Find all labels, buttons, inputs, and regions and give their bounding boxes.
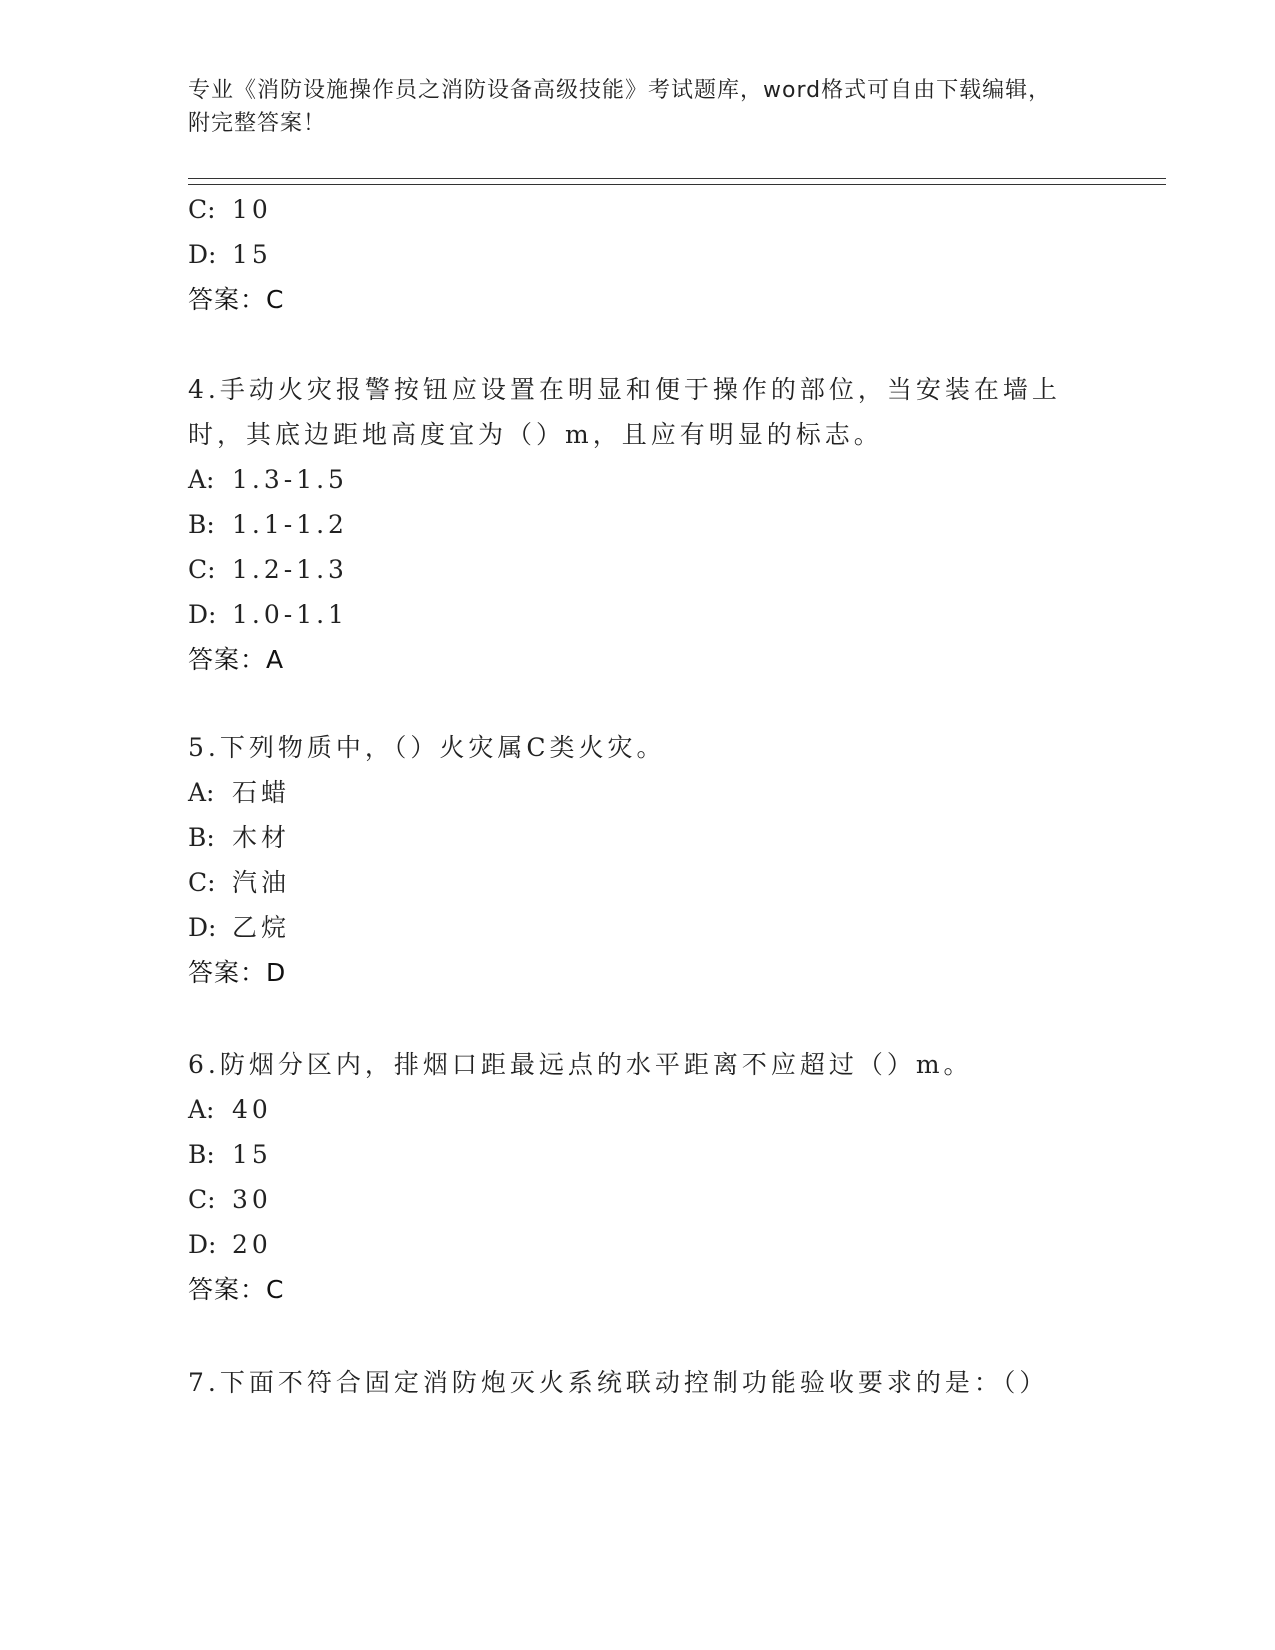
option-text: 1.2-1.3	[232, 555, 348, 584]
q5-stem: 5.下列物质中，（）火灾属C类火灾。	[188, 733, 666, 762]
document-header: 专业《消防设施操作员之消防设备高级技能》考试题库，word格式可自由下载编辑，附完整答案！	[188, 78, 1052, 136]
q6-stem: 6.防烟分区内，排烟口距最远点的水平距离不应超过（）m。	[188, 1050, 973, 1079]
option-text: 1.3-1.5	[232, 465, 348, 494]
option-key: C:	[188, 555, 216, 584]
q5-option-b	[188, 823, 290, 853]
q4-option-d	[188, 600, 348, 630]
q5-option-d	[188, 913, 290, 943]
option-key: A:	[188, 1095, 215, 1124]
q6-option-d	[188, 1230, 272, 1260]
option-key: C:	[188, 195, 216, 224]
option-text: 1.0-1.1	[232, 600, 348, 629]
option-key: D:	[188, 600, 217, 629]
q5-answer: 答案：D	[188, 958, 287, 987]
option-key: A:	[188, 778, 215, 807]
option-key: C:	[188, 1185, 216, 1214]
q5-option-a	[188, 778, 290, 808]
option-text: 10	[232, 195, 272, 224]
option-text: 石蜡	[232, 778, 291, 807]
option-text: 乙烷	[232, 913, 291, 942]
q6-option-c	[188, 1185, 272, 1215]
option-key: C:	[188, 868, 216, 897]
q7-stem: 7.下面不符合固定消防炮灭火系统联动控制功能验收要求的是：（）	[188, 1368, 1049, 1397]
header-divider-top	[188, 178, 1166, 179]
q6-option-a	[188, 1095, 272, 1125]
option-key: D:	[188, 240, 217, 269]
option-text: 15	[232, 240, 272, 269]
option-key: D:	[188, 913, 217, 942]
q3-answer: 答案：C	[188, 285, 285, 314]
header-divider-bottom	[188, 184, 1166, 185]
option-key: B:	[188, 823, 215, 852]
option-text: 20	[232, 1230, 272, 1259]
q6-answer: 答案：C	[188, 1275, 285, 1304]
q4-option-b	[188, 510, 348, 540]
option-text: 30	[232, 1185, 272, 1214]
q4-stem-line2: 时，其底边距地高度宜为（）m，且应有明显的标志。	[188, 420, 883, 449]
q4-option-a	[188, 465, 348, 495]
q4-stem-line1: 4.手动火灾报警按钮应设置在明显和便于操作的部位，当安装在墙上	[188, 375, 1061, 404]
option-key: A:	[188, 465, 215, 494]
q3-option-d	[188, 240, 272, 270]
option-text: 1.1-1.2	[232, 510, 348, 539]
option-key: B:	[188, 510, 215, 539]
option-text: 木材	[232, 823, 291, 852]
q4-option-c	[188, 555, 348, 585]
option-key: B:	[188, 1140, 215, 1169]
option-text: 15	[232, 1140, 272, 1169]
q4-answer: 答案：A	[188, 645, 285, 674]
option-key: D:	[188, 1230, 217, 1259]
q6-option-b	[188, 1140, 272, 1170]
q5-option-c	[188, 868, 290, 898]
option-text: 汽油	[232, 868, 291, 897]
q3-option-c	[188, 195, 272, 225]
option-text: 40	[232, 1095, 272, 1124]
